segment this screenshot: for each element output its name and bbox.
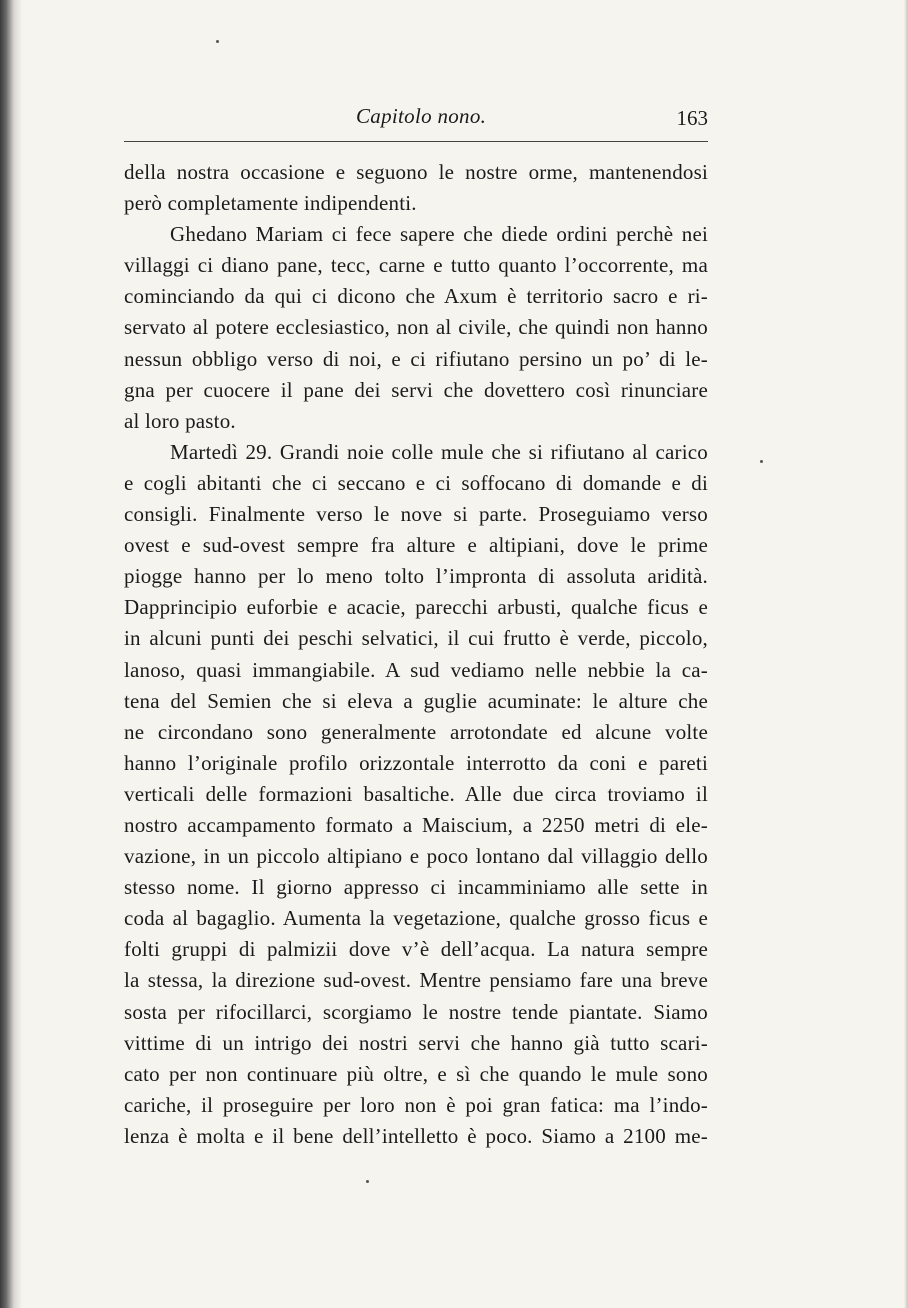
text-line: hanno l’originale profilo orizzontale interrotto da coni e pareti bbox=[124, 750, 708, 775]
text-line: sosta per rifocillarci, scorgiamo le nostre tende piantate. Siamo bbox=[124, 999, 708, 1024]
text-line: la stessa, la direzione sud-ovest. Mentre pensiamo fare una breve bbox=[124, 968, 708, 993]
text-line: però completamente indipendenti. bbox=[124, 191, 417, 216]
page-edge bbox=[904, 0, 908, 1308]
text-line: in alcuni punti dei peschi selvatici, il cui frutto è verde, piccolo, bbox=[124, 626, 708, 651]
text-line: folti gruppi di palmizii dove v’è dell’acqua. La natura sempre bbox=[124, 937, 708, 962]
text-line: gna per cuocere il pane dei servi che dovettero così rinunciare bbox=[124, 377, 708, 402]
text-line: piogge hanno per lo meno tolto l’impronta di assoluta aridità. bbox=[124, 564, 708, 589]
text-line: lenza è molta e il bene dell’intelletto è poco. Siamo a 2100 me- bbox=[124, 1123, 708, 1148]
paragraph-first-line: Ghedano Mariam ci fece sapere che diede ordini perchè nei bbox=[170, 222, 708, 247]
body-text bbox=[124, 157, 708, 1152]
print-speck bbox=[760, 460, 763, 463]
running-head: Capitolo nono. bbox=[356, 104, 487, 128]
text-line: Dapprincipio euforbie e acacie, parecchi arbusti, qualche ficus e bbox=[124, 595, 708, 620]
print-speck bbox=[366, 1180, 369, 1183]
text-line: nostro accampamento formato a Maiscium, a 2250 metri di ele- bbox=[124, 812, 708, 837]
text-line: vittime di un intrigo dei nostri servi che hanno già tutto scari- bbox=[124, 1030, 708, 1055]
page-header bbox=[124, 96, 708, 136]
text-line: ne circondano sono generalmente arrotondate ed alcune volte bbox=[124, 719, 708, 744]
text-line: verticali delle formazioni basaltiche. Alle due circa troviamo il bbox=[124, 781, 708, 806]
text-line: coda al bagaglio. Aumenta la vegetazione, qualche grosso ficus e bbox=[124, 906, 708, 931]
book-spine-shadow bbox=[0, 0, 22, 1308]
text-line: cominciando da qui ci dicono che Axum è territorio sacro e ri- bbox=[124, 284, 708, 309]
text-line: cato per non continuare più oltre, e sì che quando le mule sono bbox=[124, 1061, 708, 1086]
text-line: della nostra occasione e seguono le nostre orme, mantenendosi bbox=[124, 160, 708, 184]
text-line: servato al potere ecclesiastico, non al civile, che quindi non hanno bbox=[124, 315, 708, 340]
text-line: ovest e sud-ovest sempre fra alture e altipiani, dove le prime bbox=[124, 533, 708, 558]
text-line: consigli. Finalmente verso le nove si parte. Proseguiamo verso bbox=[124, 502, 708, 527]
text-line: stesso nome. Il giorno appresso ci incamminiamo alle sette in bbox=[124, 875, 708, 900]
text-line: villaggi ci diano pane, tecc, carne e tutto quanto l’occorrente, ma bbox=[124, 253, 708, 278]
print-speck bbox=[216, 40, 219, 43]
text-line: lanoso, quasi immangiabile. A sud vediamo nelle nebbie la ca- bbox=[124, 657, 708, 682]
paragraph-first-line: Martedì 29. Grandi noie colle mule che si rifiutano al carico bbox=[170, 439, 708, 464]
text-line: vazione, in un piccolo altipiano e poco lontano dal villaggio dello bbox=[124, 844, 708, 869]
text-line: al loro pasto. bbox=[124, 408, 236, 433]
text-line: tena del Semien che si eleva a guglie acuminate: le alture che bbox=[124, 688, 708, 713]
text-line: e cogli abitanti che ci seccano e ci soffocano di domande e di bbox=[124, 470, 708, 495]
text-line: nessun obbligo verso di noi, e ci rifiutano persino un po’ di le- bbox=[124, 346, 708, 371]
text-line: cariche, il proseguire per loro non è poi gran fatica: ma l’indo- bbox=[124, 1092, 708, 1117]
header-rule bbox=[124, 141, 708, 142]
page-number: 163 bbox=[676, 106, 708, 130]
